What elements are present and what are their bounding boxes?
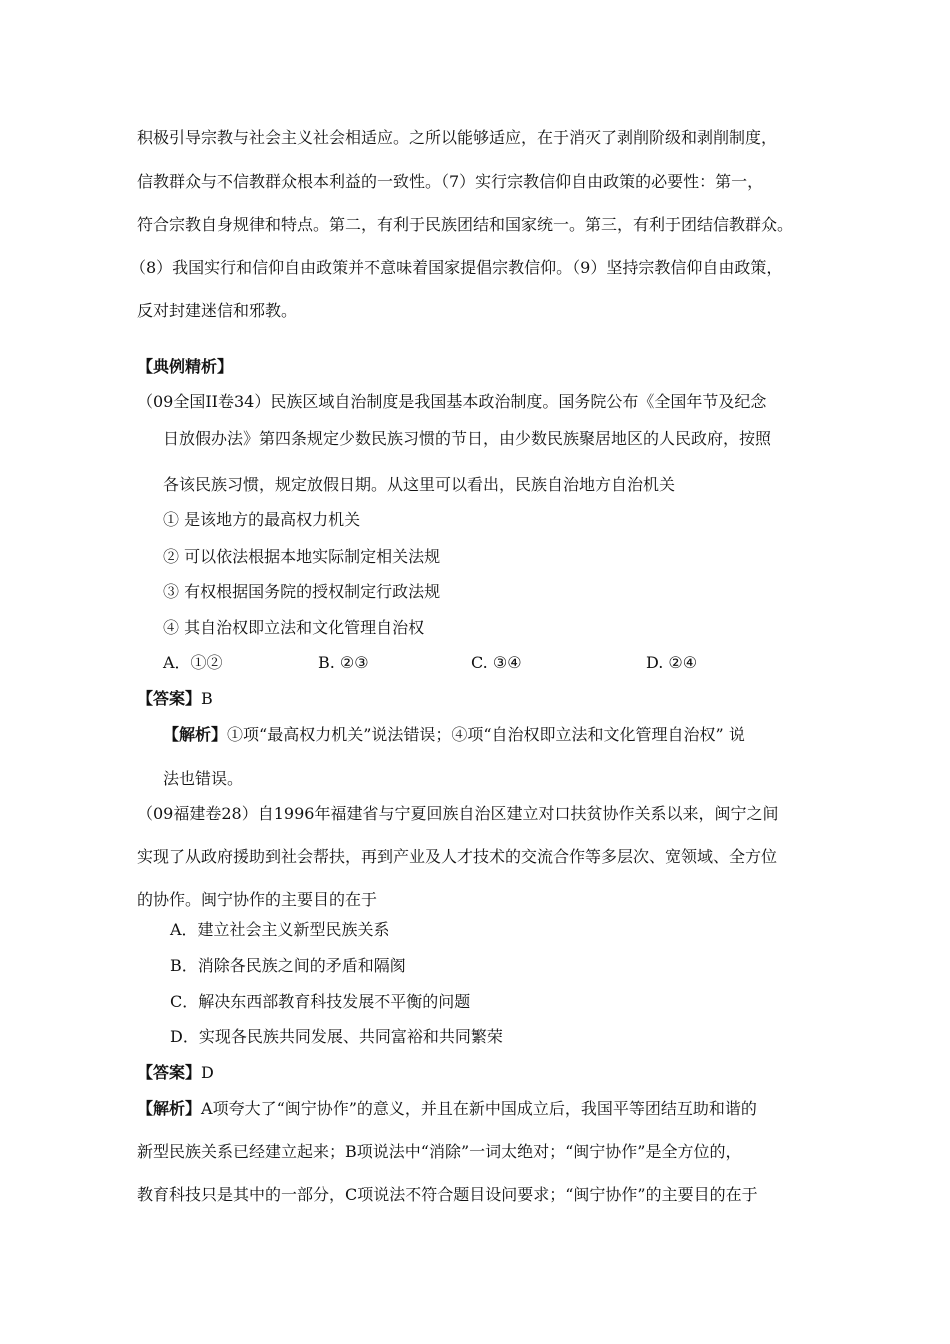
q2-option-a: A．建立社会主义新型民族关系 [170,920,390,939]
q1-stem-line-3: 各该民族习惯，规定放假日期。从这里可以看出，民族自治地方自治机关 [163,475,676,494]
q1-option-c: C. ③④ [471,653,522,672]
q2-analysis-line-2: 新型民族关系已经建立起来；B项说法中“消除”一词太绝对；“闽宁协作”是全方位的， [137,1142,742,1161]
intro-line-3: 符合宗教自身规律和特点。第二，有利于民族团结和国家统一。第三，有利于团结信教群众。 [137,215,794,234]
intro-line-1: 积极引导宗教与社会主义社会相适应。之所以能够适应，在于消灭了剥削阶级和剥削制度， [137,128,778,147]
q1-option-a: A．①② [163,653,223,672]
q2-analysis-line-1 [137,1099,757,1119]
q2-analysis-text-1: A项夸大了“闽宁协作”的意义，并且在新中国成立后，我国平等团结互助和谐的 [201,1099,757,1118]
q2-analysis-label: 【解析】 [137,1099,202,1118]
q1-analysis-line-2: 法也错误。 [163,769,244,788]
q2-option-d: D．实现各民族共同发展、共同富裕和共同繁荣 [170,1027,503,1046]
q2-analysis-line-3: 教育科技只是其中的一部分，C项说法不符合题目设问要求；“闽宁协作”的主要目的在于 [137,1185,758,1204]
q2-option-c: C．解决东西部教育科技发展不平衡的问题 [170,992,471,1011]
q1-answer-value: B [201,689,213,708]
intro-line-4: （8）我国实行和信仰自由政策并不意味着国家提倡宗教信仰。（9）坚持宗教信仰自由政策， [130,258,783,277]
q1-statement-2: ② 可以依法根据本地实际制定相关法规 [163,547,441,566]
q1-analysis-text-1: ①项“最高权力机关”说法错误；④项“自治权即立法和文化管理自治权” 说 [227,725,745,744]
q2-stem-line-2: 实现了从政府援助到社会帮扶，再到产业及人才技术的交流合作等多层次、宽领域、全方位 [137,847,778,866]
q1-analysis-line-1 [163,725,745,745]
intro-line-5: 反对封建迷信和邪教。 [137,301,298,320]
q2-stem-line-3: 的协作。闽宁协作的主要目的在于 [137,890,378,909]
q2-answer-value: D [201,1063,214,1082]
section-heading: 【典例精析】 [137,357,234,376]
q2-answer [137,1063,214,1083]
q2-answer-label: 【答案】 [137,1063,202,1082]
q2-stem-line-1: （09福建卷28）自1996年福建省与宁夏回族自治区建立对口扶贫协作关系以来，闽宁之间 [137,804,779,823]
q1-option-b: B. ②③ [318,653,369,672]
q1-analysis-label: 【解析】 [163,725,228,744]
q1-statement-1: ① 是该地方的最高权力机关 [163,510,361,529]
q1-statement-3: ③ 有权根据国务院的授权制定行政法规 [163,582,441,601]
intro-line-2: 信教群众与不信教群众根本利益的一致性。（7）实行宗教信仰自由政策的必要性：第一， [137,172,764,191]
q1-stem-line-2: 日放假办法》第四条规定少数民族习惯的节日，由少数民族聚居地区的人民政府，按照 [163,429,772,448]
q2-option-b: B．消除各民族之间的矛盾和隔阂 [170,956,406,975]
q1-answer [137,689,213,709]
q1-answer-label: 【答案】 [137,689,202,708]
q1-stem-line-1: （09全国II卷34）民族区域自治制度是我国基本政治制度。国务院公布《全国年节及纪念 [137,392,767,411]
q1-option-d: D. ②④ [646,653,698,672]
q1-statement-4: ④ 其自治权即立法和文化管理自治权 [163,618,425,637]
